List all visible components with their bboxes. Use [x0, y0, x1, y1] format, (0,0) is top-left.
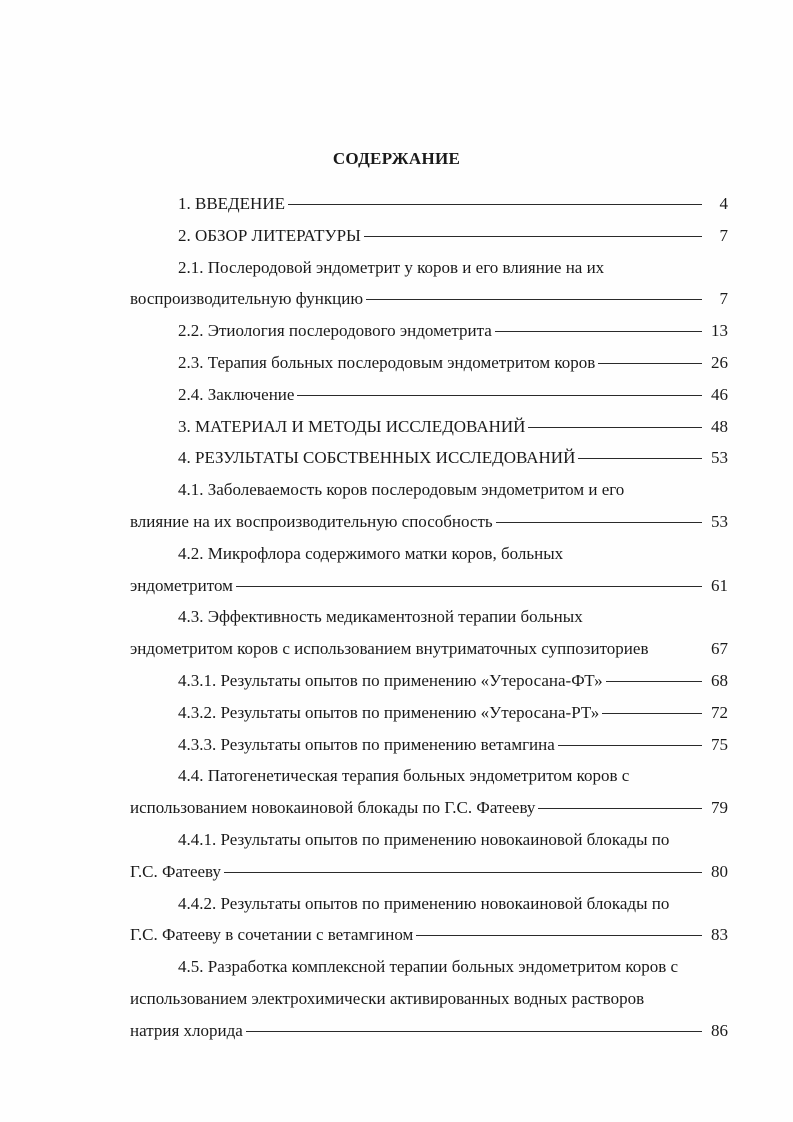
- toc-entry: [130, 601, 728, 665]
- leader-line: [538, 808, 702, 809]
- toc-line: [130, 729, 728, 761]
- toc-entry-text: 4.5. Разработка комплексной терапии больных эндометритом коров с: [178, 957, 679, 977]
- leader-line: [495, 331, 702, 332]
- toc-page-number: 75: [711, 734, 728, 754]
- leader-line: [236, 586, 702, 587]
- toc-entry: [130, 729, 728, 761]
- toc-line: [130, 252, 728, 284]
- toc-line: [130, 315, 728, 347]
- toc-page-number: 83: [711, 925, 728, 945]
- toc-line: [130, 856, 728, 888]
- toc-page-number: 4: [719, 194, 728, 213]
- toc-line: [130, 442, 728, 474]
- leader-line: [416, 935, 702, 936]
- toc-entry-text: 4.3.1. Результаты опытов по применению «Утеросана-ФТ»: [178, 670, 603, 690]
- toc-entry: [130, 474, 728, 538]
- toc-line: [130, 538, 728, 570]
- toc-line: [130, 951, 728, 983]
- toc-entry: [130, 697, 728, 729]
- leader-line: [288, 204, 702, 205]
- toc-page-number: 53: [711, 511, 728, 531]
- toc-page-number: 61: [711, 575, 728, 595]
- toc-page-number: 53: [711, 448, 728, 468]
- toc-line: [130, 697, 728, 729]
- leader-line: [246, 1031, 702, 1032]
- leader-line: [578, 458, 702, 459]
- toc-line: [130, 506, 728, 538]
- toc-entry-text: 4.4.1. Результаты опытов по применению новокаиновой блокады по: [178, 829, 670, 849]
- toc-entry: [130, 665, 728, 697]
- toc-entry: [130, 347, 728, 379]
- toc-line: [130, 283, 728, 315]
- toc-line: [130, 601, 728, 633]
- toc-page-number: 68: [711, 670, 728, 690]
- toc-entry-text: 3. МАТЕРИАЛ И МЕТОДЫ ИССЛЕДОВАНИЙ: [178, 416, 526, 436]
- toc-entry-text: влияние на их воспроизводительную способность: [130, 511, 493, 531]
- toc-line: [130, 824, 728, 856]
- toc-line: [130, 220, 728, 252]
- toc-entry: [130, 379, 728, 411]
- toc-entry-text: 4. РЕЗУЛЬТАТЫ СОБСТВЕННЫХ ИССЛЕДОВАНИЙ: [178, 448, 576, 468]
- toc-page-number: 7: [719, 225, 728, 245]
- toc-entry-text: 4.3. Эффективность медикаментозной терапии больных: [178, 607, 583, 627]
- toc-entry-text: 4.1. Заболеваемость коров послеродовым эндометритом и его: [178, 480, 625, 500]
- toc-line: [130, 379, 728, 411]
- toc-entry-text: использованием новокаиновой блокады по Г.С. Фатееву: [130, 798, 536, 818]
- toc-page-number: 46: [711, 384, 728, 404]
- leader-line: [224, 872, 702, 873]
- toc-title: СОДЕРЖАНИЕ: [332, 149, 461, 168]
- toc-entry: [130, 538, 728, 602]
- leader-line: [528, 427, 702, 428]
- toc-page-number: 86: [711, 1020, 728, 1040]
- toc-page-number: 72: [711, 702, 728, 722]
- toc-page-number: 80: [711, 861, 728, 881]
- toc-line: [130, 474, 728, 506]
- toc-entry-text: воспроизводительную функцию: [130, 289, 364, 309]
- toc-line: [130, 792, 728, 824]
- leader-line: [364, 236, 702, 237]
- toc-entry-text: 2. ОБЗОР ЛИТЕРАТУРЫ: [178, 225, 361, 245]
- toc-entry-text: эндометритом коров с использованием внутриматочных суппозиториев: [130, 639, 649, 659]
- toc-line: [130, 411, 728, 443]
- toc-line: [130, 760, 728, 792]
- toc-page-number: 48: [711, 416, 728, 436]
- leader-line: [366, 299, 702, 300]
- toc-line: [130, 570, 728, 602]
- toc-entry-text: 4.3.3. Результаты опытов по применению ветамгина: [178, 734, 555, 754]
- toc-entry-text: 1. ВВЕДЕНИЕ: [178, 194, 285, 213]
- toc-entry-text: 4.3.2. Результаты опытов по применению «Утеросана-РТ»: [178, 702, 600, 722]
- toc-entry: [130, 824, 728, 888]
- toc-entry-text: 4.2. Микрофлора содержимого матки коров, больных: [178, 543, 564, 563]
- leader-line: [606, 681, 702, 682]
- toc-entry: [130, 411, 728, 443]
- toc-page-number: 26: [711, 352, 728, 372]
- leader-line: [558, 745, 702, 746]
- toc-line: [130, 347, 728, 379]
- toc-line: [130, 1015, 728, 1047]
- toc-entry-text: 2.1. Послеродовой эндометрит у коров и его влияние на их: [178, 257, 605, 277]
- toc-page-number: 13: [711, 321, 728, 341]
- toc-entry-text: 2.2. Этиология послеродового эндометрита: [178, 321, 492, 341]
- toc-line: [130, 633, 728, 665]
- toc-page-number: 79: [711, 798, 728, 818]
- toc-entry: [130, 188, 728, 220]
- leader-line: [598, 363, 702, 364]
- toc-page-number: 7: [719, 289, 728, 309]
- leader-line: [496, 522, 702, 523]
- toc-entry-text: 2.3. Терапия больных послеродовым эндометритом коров: [178, 352, 596, 372]
- toc-entry: [130, 252, 728, 316]
- toc-line: [130, 188, 728, 220]
- toc-entry-text: Г.С. Фатееву в сочетании с ветамгином: [130, 925, 414, 945]
- toc-line: [130, 983, 728, 1015]
- table-of-contents: [130, 188, 728, 1047]
- toc-line: [130, 919, 728, 951]
- toc-entry-text: 4.4.2. Результаты опытов по применению новокаиновой блокады по: [178, 893, 670, 913]
- toc-line: [130, 888, 728, 920]
- leader-line: [297, 395, 702, 396]
- toc-entry-text: использованием электрохимически активированных водных растворов: [130, 988, 645, 1008]
- toc-entry: [130, 760, 728, 824]
- toc-page-number: 67: [711, 639, 728, 659]
- toc-entry-text: 2.4. Заключение: [178, 384, 295, 404]
- toc-line: [130, 665, 728, 697]
- leader-line: [602, 713, 702, 714]
- toc-entry-text: Г.С. Фатееву: [130, 861, 222, 881]
- toc-entry-text: эндометритом: [130, 575, 233, 595]
- toc-entry-text: натрия хлорида: [130, 1020, 243, 1040]
- toc-entry-text: 4.4. Патогенетическая терапия больных эндометритом коров с: [178, 766, 630, 786]
- toc-entry: [130, 315, 728, 347]
- toc-entry: [130, 888, 728, 952]
- toc-entry: [130, 220, 728, 252]
- toc-entry: [130, 442, 728, 474]
- toc-entry: [130, 951, 728, 1046]
